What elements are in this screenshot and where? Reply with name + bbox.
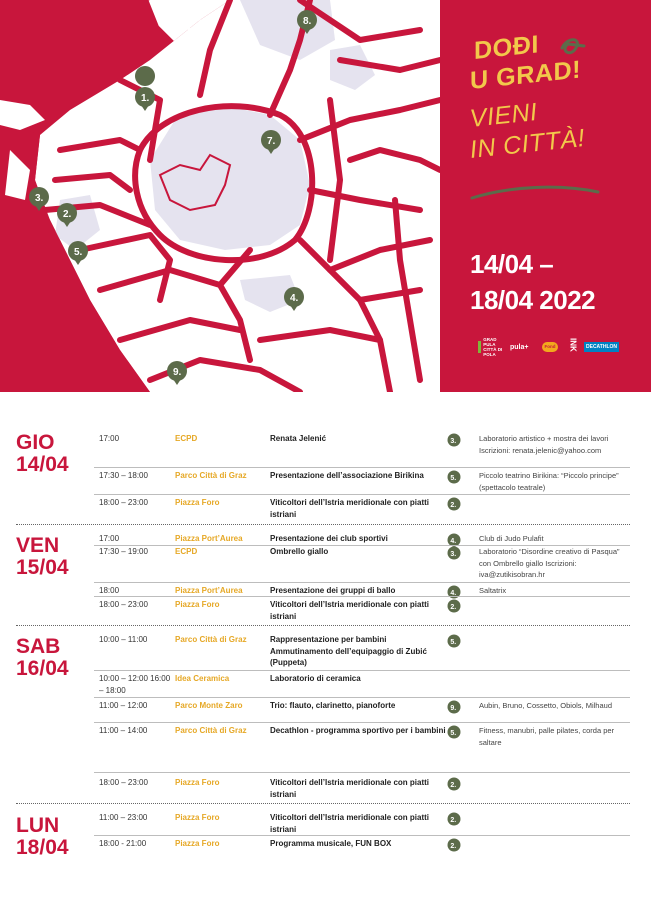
logo-decathlon: DECATHLON [586, 344, 618, 350]
day-divider [16, 625, 630, 626]
location-pin-icon [447, 700, 461, 714]
row-event: Ombrello giallo [270, 547, 329, 556]
day-name: LUN [16, 814, 60, 837]
row-event: Presentazione dei club sportivi [270, 534, 388, 543]
row-time: 18:00 - 21:00 [99, 839, 147, 848]
row-divider [94, 697, 630, 698]
row-place: Piazza Foro [175, 813, 220, 822]
row-time: 18:00 – 23:00 [99, 498, 148, 507]
row-event: Programma musicale, FUN BOX [270, 839, 392, 848]
svg-text:9.: 9. [450, 705, 457, 712]
row-place: Piazza Foro [175, 600, 220, 609]
row-place: Idea Ceramica [175, 674, 230, 683]
day-name: VEN [16, 534, 60, 557]
svg-text:2.: 2. [450, 502, 457, 509]
svg-text:2.: 2. [450, 782, 457, 789]
svg-text:5.: 5. [450, 730, 457, 737]
row-time: 17:00 [99, 434, 120, 443]
svg-text:2.: 2. [450, 843, 457, 850]
sponsor-logos [478, 338, 628, 358]
row-time: 17:30 – 19:00 [99, 547, 148, 556]
day-label [16, 432, 69, 476]
location-pin-icon [447, 725, 461, 739]
row-place: Piazza Port’Aurea [175, 586, 243, 595]
logo-ink: INK [568, 338, 578, 352]
svg-text:5.: 5. [450, 639, 457, 646]
row-note: Laboratorio “Disordine creativo di Pasqua” con Ombrello giallo Iscrizioni: iva@zutikisobran.hr [479, 547, 620, 579]
dates-line-2: 18/04 2022 [470, 285, 596, 315]
svg-text:2.: 2. [63, 209, 72, 220]
row-place: Piazza Foro [175, 778, 220, 787]
row-divider [94, 494, 630, 495]
row-event: Renata Jelenić [270, 434, 327, 443]
row-event: Decathlon - programma sportivo per i bambini [270, 726, 446, 735]
row-note: Fitness, manubri, palle pilates, corda per saltare [479, 726, 615, 747]
day-date: 15/04 [16, 556, 69, 579]
row-time: 10:00 – 12:00 16:00 – 18:00 [99, 674, 171, 695]
svg-text:8.: 8. [303, 16, 312, 27]
day-label [16, 636, 69, 680]
svg-text:5.: 5. [74, 247, 83, 258]
location-pin-icon [447, 838, 461, 852]
svg-text:3.: 3. [450, 438, 457, 445]
row-time: 17:30 – 18:00 [99, 471, 148, 480]
svg-text:4.: 4. [450, 538, 457, 545]
row-place: Piazza Port’Aurea [175, 534, 243, 543]
row-place: Piazza Foro [175, 498, 220, 507]
location-pin-icon [447, 497, 461, 511]
row-event: Presentazione dei gruppi di ballo [270, 586, 396, 595]
row-event: Laboratorio di ceramica [270, 674, 361, 683]
title-line-1: DOĐI [474, 30, 539, 65]
logo-grad-pula: GRAD PULA CITTÀ DI POLA [478, 338, 508, 356]
location-pin-icon [447, 634, 461, 648]
row-event: Viticoltori dell’Istria meridionale con piatti istriani [270, 778, 429, 799]
location-pin-icon [447, 470, 461, 484]
row-divider [94, 670, 630, 671]
day-label [16, 535, 69, 579]
row-divider [94, 467, 630, 468]
row-note: Laboratorio artistico + mostra dei lavori Iscrizioni: renata.jelenic@yahoo.com [479, 434, 609, 455]
svg-text:5.: 5. [450, 475, 457, 482]
row-note: Piccolo teatrino Birikina: “Piccolo principe” (spettacolo teatrale) [479, 471, 619, 492]
location-pin-icon [447, 546, 461, 560]
underline-swoosh-icon [470, 176, 600, 206]
row-divider [94, 835, 630, 836]
header-banner [0, 0, 651, 392]
svg-text:7.: 7. [267, 136, 276, 147]
row-place: Parco Città di Graz [175, 471, 247, 480]
location-pin-icon [447, 777, 461, 791]
row-time: 10:00 – 11:00 [99, 635, 148, 644]
row-event: Viticoltori dell’Istria meridionale con piatti istriani [270, 813, 429, 834]
svg-text:2.: 2. [450, 604, 457, 611]
row-time: 11:00 – 23:00 [99, 813, 148, 822]
day-divider [16, 803, 630, 804]
row-place: ECPD [175, 434, 198, 443]
svg-text:4.: 4. [450, 590, 457, 597]
row-note: Aubin, Bruno, Cossetto, Obiols, Milhaud [479, 701, 612, 710]
pula-coat-icon [478, 341, 481, 353]
row-note: Club di Judo Pulafit [479, 534, 544, 543]
location-pin-icon [447, 812, 461, 826]
row-place: Parco Monte Zaro [175, 701, 243, 710]
row-time: 17:00 [99, 534, 120, 543]
svg-text:4.: 4. [290, 293, 299, 304]
row-place: Parco Città di Graz [175, 635, 247, 644]
row-time: 11:00 – 14:00 [99, 726, 148, 735]
day-name: SAB [16, 635, 61, 658]
dates-line-1: 14/04 – [470, 249, 554, 279]
row-time: 11:00 – 12:00 [99, 701, 148, 710]
city-map [0, 0, 440, 392]
title-line-2: U GRAD! [470, 55, 582, 95]
row-place: Piazza Foro [175, 839, 220, 848]
day-name: GIO [16, 431, 55, 454]
title-line-4: IN CITTÀ! [468, 123, 587, 164]
day-divider [16, 524, 630, 525]
svg-text:3.: 3. [35, 193, 44, 204]
row-divider [94, 772, 630, 773]
row-time: 18:00 [99, 586, 120, 595]
row-divider [94, 596, 630, 597]
ribbon-swirl-icon [558, 36, 588, 66]
row-place: ECPD [175, 547, 198, 556]
row-time: 18:00 – 23:00 [99, 778, 148, 787]
svg-text:2.: 2. [450, 817, 457, 824]
svg-text:1.: 1. [141, 93, 150, 104]
row-note: Saltatrix [479, 586, 507, 595]
day-label [16, 815, 69, 859]
event-title [468, 30, 640, 166]
row-event: Viticoltori dell’Istria meridionale con piatti istriani [270, 498, 429, 519]
row-event: Rappresentazione per bambini Ammutinamento dell’equipaggio di Zubić (Puppeta) [270, 635, 427, 667]
logo-pula-plus: pula+ [510, 343, 529, 351]
row-event: Viticoltori dell’Istria meridionale con piatti istriani [270, 600, 429, 621]
row-place: Parco Città di Graz [175, 726, 247, 735]
row-event: Trio: flauto, clarinetto, pianoforte [270, 701, 396, 710]
map-graphic [0, 0, 440, 392]
location-pin-icon [447, 599, 461, 613]
svg-text:9.: 9. [173, 367, 182, 378]
event-dates [470, 246, 640, 318]
title-line-3: VIENI [468, 97, 539, 133]
svg-text:3.: 3. [450, 551, 457, 558]
day-date: 18/04 [16, 836, 69, 859]
row-divider [94, 722, 630, 723]
day-date: 14/04 [16, 453, 69, 476]
row-event: Presentazione dell’associazione Birikina [270, 471, 424, 480]
row-time: 18:00 – 23:00 [99, 600, 148, 609]
row-divider [94, 582, 630, 583]
logo-fond: Fond [542, 338, 560, 356]
day-date: 16/04 [16, 657, 69, 680]
location-pin-icon [447, 433, 461, 447]
